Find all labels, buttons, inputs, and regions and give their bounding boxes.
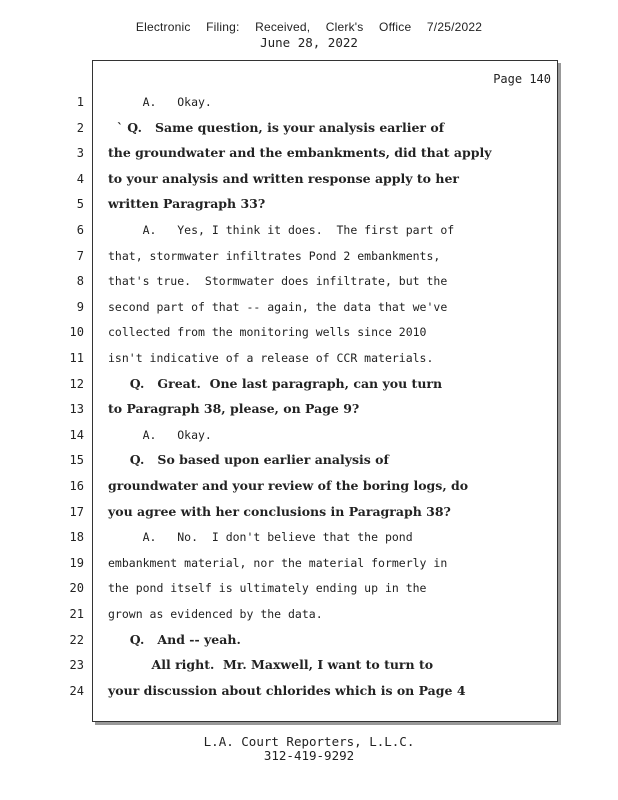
transcript-line: Q. Great. One last paragraph, can you turn [108, 375, 443, 391]
transcript-line: Q. So based upon earlier analysis of [108, 452, 389, 468]
transcript-line: you agree with her conclusions in Paragraph 38? [108, 503, 451, 519]
transcript-line: Q. And -- yeah. [108, 631, 241, 647]
filing-stamp-part: Electronic [135, 20, 191, 34]
transcript-line: embankment material, nor the material formerly in [108, 555, 448, 570]
line-number: 14 [69, 427, 84, 442]
transcript-line: the pond itself is ultimately ending up in the [108, 581, 427, 596]
footer-phone: 312-419-9292 [263, 748, 355, 763]
filing-stamp-part: Received, [255, 20, 311, 34]
line-number: 10 [69, 325, 84, 340]
line-number: 22 [69, 632, 84, 647]
filing-stamp-part: Clerk's [325, 20, 364, 34]
line-number: 6 [76, 223, 84, 237]
transcript-line: collected from the monitoring wells since 2010 [108, 325, 427, 340]
transcript-line: that's true. Stormwater does infiltrate, but the [108, 274, 448, 289]
transcript-line: ` Q. Same question, is your analysis earlier of [108, 119, 445, 135]
transcript-line: A. No. I don't believe that the pond [108, 530, 413, 545]
line-number: 20 [69, 581, 84, 596]
line-number: 24 [69, 683, 84, 698]
line-number: 16 [69, 479, 84, 493]
transcript-line: to your analysis and written response apply to her [108, 170, 459, 186]
footer-firm: L.A. Court Reporters, L.L.C. [203, 734, 415, 749]
transcript-line: A. Yes, I think it does. The first part of [108, 223, 455, 237]
transcript-line: All right. Mr. Maxwell, I want to turn to [108, 657, 434, 673]
line-number: 23 [69, 658, 84, 673]
line-number: 21 [69, 607, 84, 621]
transcript-line: your discussion about chlorides which is on Page 4 [108, 682, 466, 698]
line-number: 2 [76, 120, 84, 135]
line-number: 15 [69, 453, 84, 468]
filing-stamp-part: Office [379, 20, 412, 34]
header-date: June 28, 2022 [260, 35, 358, 50]
line-number: 11 [69, 351, 84, 365]
line-number: 19 [69, 555, 84, 570]
line-number: 13 [69, 402, 84, 417]
line-number: 8 [76, 274, 84, 289]
transcript-line: A. Okay. [108, 95, 212, 109]
line-number: 12 [69, 376, 84, 391]
line-number: 9 [76, 299, 84, 314]
transcript-line: isn't indicative of a release of CCR materials. [108, 351, 434, 365]
transcript-line: that, stormwater infiltrates Pond 2 embankments, [108, 248, 441, 263]
line-number: 7 [76, 248, 84, 263]
line-number: 1 [76, 95, 84, 109]
transcript-line: second part of that -- again, the data that we've [108, 299, 448, 314]
line-number: 17 [69, 504, 84, 519]
line-number: 18 [69, 530, 84, 545]
line-number: 4 [76, 171, 84, 186]
filing-stamp-part: 7/25/2022 [426, 20, 483, 34]
transcript-line: written Paragraph 33? [108, 196, 266, 212]
transcript-line: groundwater and your review of the boring logs, do [108, 478, 469, 493]
line-number: 5 [76, 197, 84, 212]
filing-stamp-part: Filing: [206, 20, 240, 34]
transcript-line: A. Okay. [108, 427, 212, 442]
transcript-line: grown as evidenced by the data. [108, 607, 323, 621]
transcript-line: the groundwater and the embankments, did that apply [108, 145, 492, 161]
transcript-line: to Paragraph 38, please, on Page 9? [108, 401, 360, 417]
line-number: 3 [76, 146, 84, 161]
page-number: Page 140 [493, 72, 551, 86]
filing-stamp [0, 20, 618, 34]
